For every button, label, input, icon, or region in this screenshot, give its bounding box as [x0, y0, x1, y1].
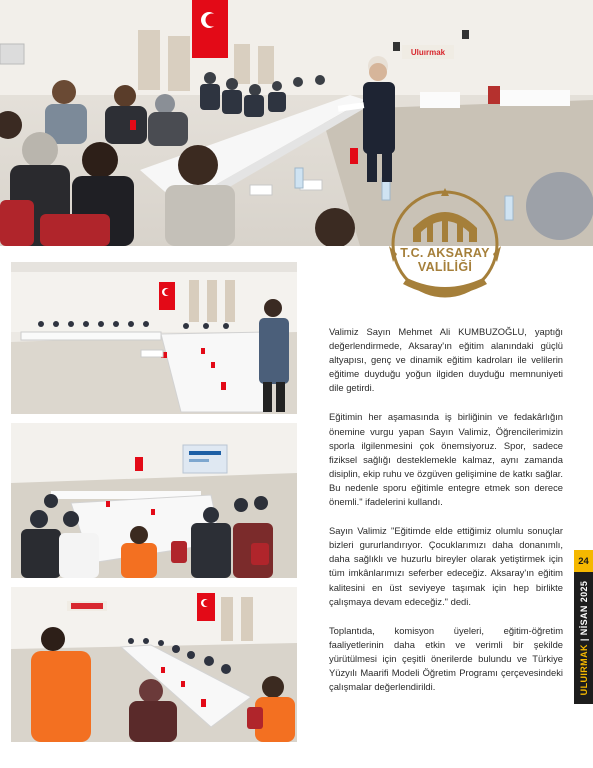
meeting-photo-3: [11, 587, 297, 742]
article-paragraph: Sayın Valimiz "Eğitimde elde ettiğimiz olumlu sonuçlar bizleri gururlandırıyor. Çocuklarımızı daha donanımlı, daha sağlıklı ve huzurlu bireyler olarak yetiştirmek için tüm imkânlarımızı seferber edeceğiz. Aksaray'ın eğitim kalitesini en üst seviyeye taşımak için hep birlikte çalışmaya devam edeceğiz." dedi.: [329, 525, 563, 607]
article-paragraph: Toplantıda, komisyon üyeleri, eğitim-öğretim faaliyetlerinin daha etkin ve verimli bir şekilde yürütülmesi için çeşitli önerilerde bulundu ve Türkiye Yüzyılı Maarifi Modeli Öğretim Programı çerçevesindeki çalışmalar değerlendirildi.: [329, 624, 563, 693]
emblem-line2: VALİLİĞİ: [417, 260, 473, 274]
banner-text: Uluırmak: [410, 48, 446, 57]
article-body: [329, 325, 563, 709]
article-paragraph: Valimiz Sayın Mehmet Ali KUMBUZOĞLU, yaptığı değerlendirmede, Aksaray'ın eğitim alanındaki güçlü altyapısı, genç ve dinamik eğitim kadroları ile velilerin eğitime duyduğu yoğun ilgiden duyduğu memnuniyeti dile getirdi.: [329, 326, 563, 394]
article-paragraph: Eğitimin her aşamasında iş birliğinin ve fedakârlığın önemine vurgu yapan Sayın Valimiz, Öğrencilerimizin sporla ilgilenmesini çok önemsiyoruz. Spor, sadece fiziksel sağlığı desteklemekle kalmaz, aynı zamanda disiplin, ekip ruhu ve özgüven gelişimine de katkı sağlar. Bu nedenle sporu eğitimle entegre etmek son derece önemli." ifadelerini kullandı.: [329, 411, 563, 508]
emblem-seal-icon: [383, 184, 507, 302]
magazine-issue-label: [579, 581, 589, 696]
meeting-photo-1: [11, 262, 297, 414]
magazine-name: ULUIRMAK: [578, 644, 589, 696]
emblem-line1: T.C. AKSARAY: [400, 246, 490, 260]
issue-separator: |: [578, 638, 589, 642]
page-number: 24: [574, 550, 593, 572]
issue-date: NİSAN 2025: [578, 580, 589, 636]
aksaray-valiligi-emblem: [383, 184, 507, 302]
meeting-photo-2: [11, 423, 297, 578]
magazine-issue-strip: [574, 572, 593, 704]
magazine-side-tab: [574, 550, 593, 704]
